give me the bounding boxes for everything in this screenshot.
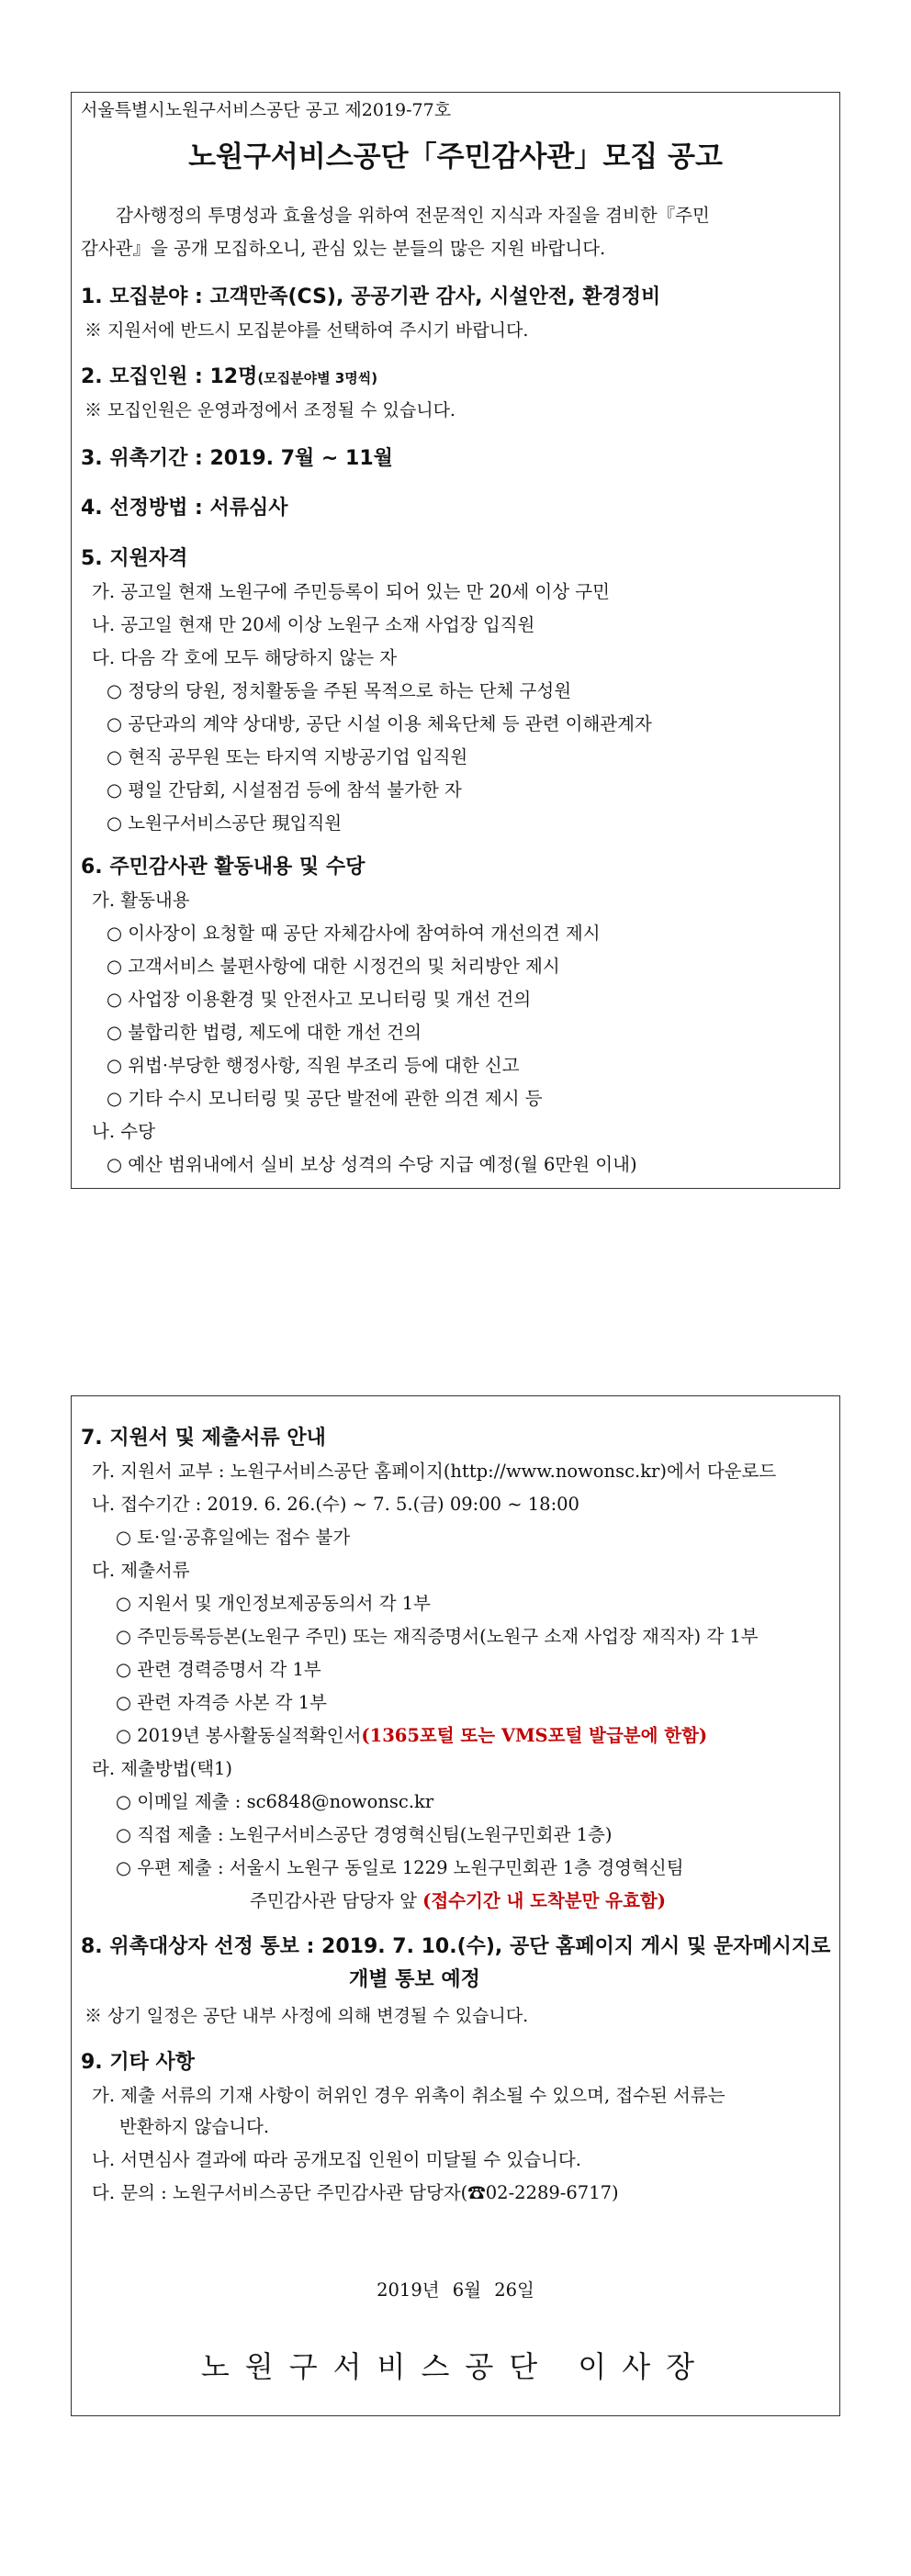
list-item: ○ 사업장 이용환경 및 안전사고 모니터링 및 개선 건의 (107, 989, 532, 1010)
section-7-item-b: 나. 접수기간 : 2019. 6. 26.(수) ~ 7. 5.(금) 09:00 ~ 18:00 (92, 1494, 579, 1515)
section-8-heading-line-1: 8. 위촉대상자 선정 통보 : 2019. 7. 10.(수), 공단 홈페이지 게시 및 문자메시지로 (81, 1935, 831, 1958)
section-7-item-d: 라. 제출방법(택1) (92, 1758, 233, 1779)
section-7-item-c: 다. 제출서류 (92, 1560, 190, 1581)
list-item-text: 주민감사관 담당자 앞 (250, 1890, 417, 1911)
list-item-emphasis: (접수기간 내 도착분만 유효함) (422, 1890, 667, 1911)
list-item: ○ 관련 자격증 사본 각 1부 (116, 1692, 327, 1713)
section-9-heading: 9. 기타 사항 (81, 2051, 195, 2074)
section-1-note: ※ 지원서에 반드시 모집분야를 선택하여 주시기 바랍니다. (84, 320, 529, 341)
section-3-heading: 3. 위촉기간 : 2019. 7월 ~ 11월 (81, 447, 393, 470)
list-item-continued (250, 1887, 666, 1912)
page-title: 노원구서비스공단「주민감사관」모집 공고 (188, 140, 723, 174)
intro-line-2: 감사관』을 공개 모집하오니, 관심 있는 분들의 많은 지원 바랍니다. (81, 238, 606, 259)
list-item: ○ 토·일·공휴일에는 접수 불가 (116, 1527, 351, 1548)
section-2-note: ※ 모집인원은 운영과정에서 조정될 수 있습니다. (84, 400, 456, 420)
list-item: ○ 이사장이 요청할 때 공단 자체감사에 참여하여 개선의견 제시 (107, 923, 601, 944)
list-item: ○ 지원서 및 개인정보제공동의서 각 1부 (116, 1593, 431, 1614)
section-2-sub: (모집분야별 3명씩) (257, 370, 378, 386)
list-item: ○ 현직 공무원 또는 타지역 지방공기업 입직원 (107, 746, 468, 767)
list-item-emphasis: (1365포털 또는 VMS포털 발급분에 한함) (361, 1725, 708, 1746)
section-4-heading: 4. 선정방법 : 서류심사 (81, 497, 288, 520)
section-6-item-b: 나. 수당 (92, 1121, 155, 1142)
notice-page-2 (71, 1395, 840, 2416)
section-2-heading (81, 361, 377, 389)
list-item: ○ 노원구서비스공단 現입직원 (107, 812, 343, 834)
section-7-heading: 7. 지원서 및 제출서류 안내 (81, 1427, 326, 1450)
list-item: ○ 직접 제출 : 노원구서비스공단 경영혁신팀(노원구민회관 1층) (116, 1824, 613, 1845)
list-item: ○ 불합리한 법령, 제도에 대한 개선 건의 (107, 1022, 422, 1043)
section-2-main: 2. 모집인원 : 12명 (81, 365, 258, 388)
section-8-note: ※ 상기 일정은 공단 내부 사정에 의해 변경될 수 있습니다. (84, 2006, 529, 2026)
list-item: ○ 위법·부당한 행정사항, 직원 부조리 등에 대한 신고 (107, 1055, 520, 1076)
notice-page-1 (71, 92, 840, 1189)
intro-line-1: 감사행정의 투명성과 효율성을 위하여 전문적인 지식과 자질을 겸비한『주민 (116, 205, 710, 226)
section-7-item-a: 가. 지원서 교부 : 노원구서비스공단 홈페이지(http://www.nowonsc.kr)에서 다운로드 (92, 1461, 777, 1482)
section-9-item-a-line-2: 반환하지 않습니다. (119, 2116, 270, 2137)
section-8-heading-line-2: 개별 통보 예정 (349, 1968, 480, 1991)
section-9-item-b: 나. 서면심사 결과에 따라 공개모집 인원이 미달될 수 있습니다. (92, 2149, 581, 2170)
issuer-name: 노원구서비스공단 이사장 (200, 2349, 711, 2384)
list-item: ○ 공단과의 계약 상대방, 공단 시설 이용 체육단체 등 관련 이해관계자 (107, 713, 652, 734)
section-1-heading: 1. 모집분야 : 고객만족(CS), 공공기관 감사, 시설안전, 환경정비 (81, 286, 661, 308)
list-item: ○ 고객서비스 불편사항에 대한 시정건의 및 처리방안 제시 (107, 956, 560, 977)
section-5-item-b: 나. 공고일 현재 만 20세 이상 노원구 소재 사업장 입직원 (92, 614, 535, 635)
list-item (116, 1721, 707, 1747)
list-item: ○ 기타 수시 모니터링 및 공단 발전에 관한 의견 제시 등 (107, 1088, 543, 1109)
list-item-text: ○ 2019년 봉사활동실적확인서 (116, 1725, 362, 1746)
list-item: ○ 예산 범위내에서 실비 보상 성격의 수당 지급 예정(월 6만원 이내) (107, 1154, 637, 1175)
notice-number: 서울특별시노원구서비스공단 공고 제2019-77호 (81, 100, 452, 120)
list-item: ○ 이메일 제출 : sc6848@nowonsc.kr (116, 1791, 434, 1812)
section-5-heading: 5. 지원자격 (81, 547, 188, 570)
list-item: ○ 우편 제출 : 서울시 노원구 동일로 1229 노원구민회관 1층 경영혁신팀 (116, 1857, 684, 1878)
section-9-item-a-line-1: 가. 제출 서류의 기재 사항이 허위인 경우 위촉이 취소될 수 있으며, 접수된 서류는 (92, 2085, 725, 2106)
section-5-item-a: 가. 공고일 현재 노원구에 주민등록이 되어 있는 만 20세 이상 구민 (92, 581, 610, 602)
notice-date: 2019년 6월 26일 (377, 2279, 534, 2301)
list-item: ○ 평일 간담회, 시설점검 등에 참석 불가한 자 (107, 779, 462, 801)
section-6-item-a: 가. 활동내용 (92, 890, 190, 911)
list-item: ○ 관련 경력증명서 각 1부 (116, 1659, 321, 1680)
list-item: ○ 정당의 당원, 정치활동을 주된 목적으로 하는 단체 구성원 (107, 680, 572, 701)
list-item: ○ 주민등록등본(노원구 주민) 또는 재직증명서(노원구 소재 사업장 재직자) 각 1부 (116, 1626, 759, 1647)
section-5-item-c: 다. 다음 각 호에 모두 해당하지 않는 자 (92, 647, 398, 668)
section-9-item-c: 다. 문의 : 노원구서비스공단 주민감사관 담당자(☎02-2289-6717) (92, 2182, 619, 2203)
section-6-heading: 6. 주민감사관 활동내용 및 수당 (81, 856, 366, 879)
